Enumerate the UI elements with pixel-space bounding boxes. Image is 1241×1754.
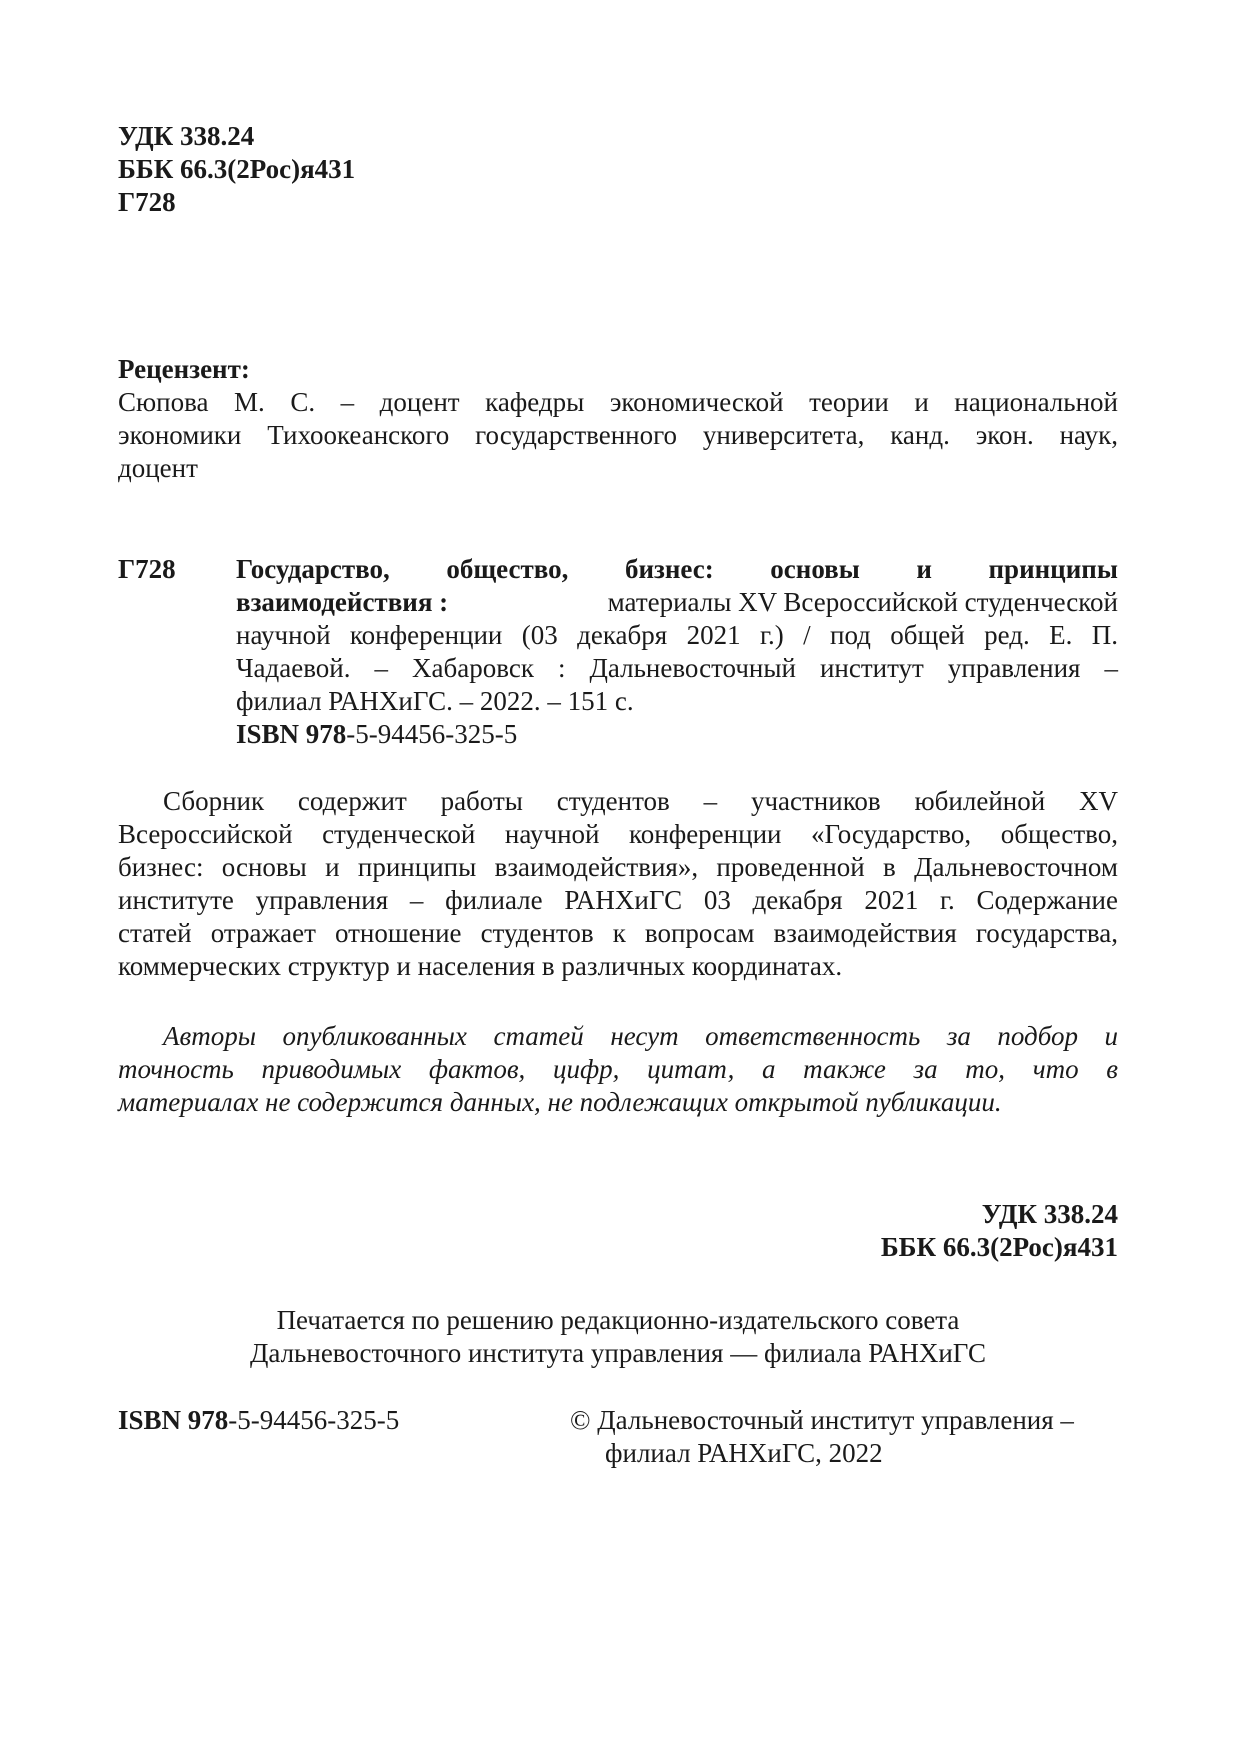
footer-isbn-number: -5-94456-325-5 — [228, 1405, 400, 1435]
reviewer-line: Сюпова М. С. – доцент кафедры экономической теории и национальной — [118, 387, 1118, 417]
bib-line: Чадаевой. – Хабаровск : Дальневосточный институт управления – — [236, 653, 1118, 683]
bbk-code: ББК 66.3(2Рос)я431 — [118, 154, 356, 184]
classification-right-block — [600, 1198, 1118, 1264]
reviewer-line: доцент — [118, 453, 198, 483]
reviewer-line: экономики Тихоокеанского государственного университета, канд. экон. наук, — [118, 420, 1118, 450]
bib-subtitle: материалы XV Всероссийской студенческой — [607, 587, 1118, 617]
bbk-code-right: ББК 66.3(2Рос)я431 — [880, 1232, 1118, 1262]
disclaimer-line: точность приводимых фактов, цифр, цитат, а также за то, что в — [118, 1054, 1118, 1084]
bib-line: филиал РАНХиГС. – 2022. – 151 с. — [236, 686, 634, 716]
bib-title-line2 — [236, 586, 1118, 619]
bib-title-line — [236, 553, 1118, 586]
reviewer-block — [118, 353, 1118, 485]
bib-title-word: бизнес: — [624, 554, 714, 584]
bib-title-word: основы — [770, 554, 860, 584]
udk-code: УДК 338.24 — [118, 121, 255, 151]
publishing-note-line: Печатается по решению редакционно-издательского совета — [276, 1305, 960, 1335]
isbn-prefix: ISBN 978 — [236, 719, 347, 749]
footer-isbn-prefix: ISBN 978 — [118, 1405, 229, 1435]
reviewer-heading: Рецензент: — [118, 354, 250, 384]
copyright-line: филиал РАНХиГС, 2022 — [605, 1438, 883, 1468]
classification-block — [118, 120, 355, 219]
bib-mark: Г728 — [118, 554, 176, 584]
disclaimer-line: Авторы опубликованных статей несут ответственность за подбор и — [163, 1021, 1118, 1051]
footer-isbn — [118, 1404, 399, 1437]
copyright-block — [570, 1404, 1074, 1470]
annotation-line: бизнес: основы и принципы взаимодействия», проведенной в Дальневосточном — [118, 852, 1118, 882]
bib-title-word: и — [916, 554, 932, 584]
annotation-line: коммерческих структур и населения в различных координатах. — [118, 951, 843, 981]
publishing-note-line: Дальневосточного института управления — филиала РАНХиГС — [249, 1338, 987, 1368]
isbn-number: -5-94456-325-5 — [346, 719, 518, 749]
udk-code-right: УДК 338.24 — [981, 1199, 1118, 1229]
bib-record — [236, 553, 1118, 751]
bib-title-word: общество, — [446, 554, 569, 584]
disclaimer-line: материалах не содержится данных, не подлежащих открытой публикации. — [118, 1087, 1002, 1117]
publishing-note — [118, 1304, 1118, 1370]
bib-title-word: Государство, — [236, 554, 390, 584]
copyright-line: © Дальневосточный институт управления – — [570, 1405, 1074, 1435]
bib-isbn — [236, 718, 1118, 751]
author-mark: Г728 — [118, 187, 176, 217]
annotation-line: Всероссийской студенческой научной конференции «Государство, общество, — [118, 819, 1118, 849]
annotation-line: институте управления – филиале РАНХиГС 03 декабря 2021 г. Содержание — [118, 885, 1118, 915]
bib-line: научной конференции (03 декабря 2021 г.) / под общей ред. Е. П. — [236, 620, 1118, 650]
disclaimer-block — [118, 1020, 1118, 1119]
bib-title-word: принципы — [988, 554, 1118, 584]
annotation-line: Сборник содержит работы студентов – участников юбилейной XV — [163, 786, 1118, 816]
bib-title-end: взаимодействия : — [236, 587, 449, 617]
annotation-block — [118, 785, 1118, 983]
annotation-line: статей отражает отношение студентов к вопросам взаимодействия государства, — [118, 918, 1118, 948]
